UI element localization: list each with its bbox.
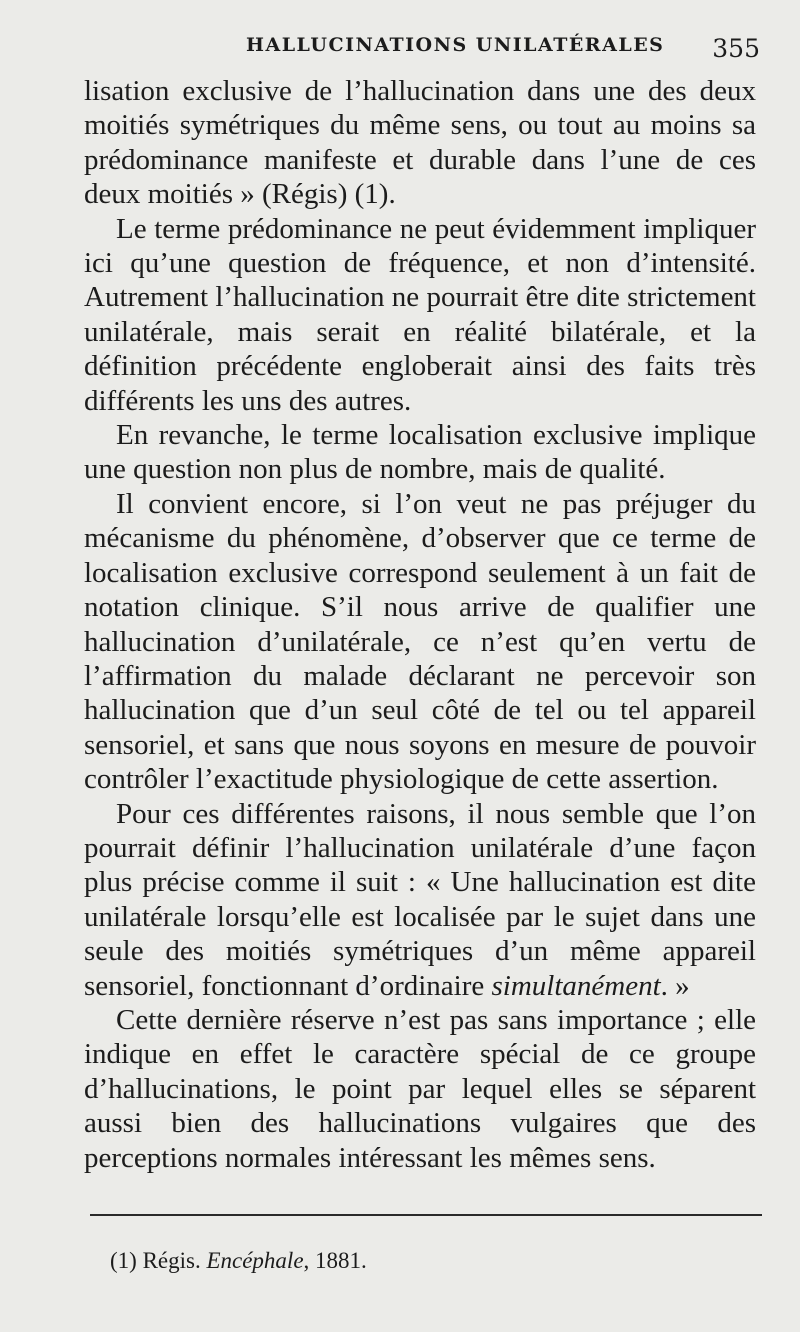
paragraph-text: Pour ces différentes raisons, il nous semble que l’on pourrait définir l’hallucination unilatérale d’une façon plus précise comme il suit : « Une hallucination est dite unilatérale lorsqu’elle est localisée par le sujet dans une seule des moitiés symétriques d’un même appareil sensoriel, fonctionnant d’ordinaire xyxy=(84,797,756,1002)
footnote-marker: (1) Régis. xyxy=(110,1248,201,1273)
italic-term: simultanément xyxy=(491,969,661,1002)
footnote xyxy=(110,1248,367,1274)
footnote-journal: Encéphale xyxy=(206,1248,304,1273)
footnote-rest: , 1881. xyxy=(303,1248,367,1273)
paragraph: Cette dernière réserve n’est pas sans importance ; elle indique en effet le caractère spécial de ce groupe d’hallucinations, le point par lequel elles se séparent aussi bien des hallucinations vulgaires que des perceptions normales intéressant les mêmes sens. xyxy=(84,1003,756,1174)
paragraph-continuation: lisation exclusive de l’hallucination dans une des deux moitiés symétriques du même sens, ou tout au moins sa prédominance manifeste et durable dans l’une de ces deux moitiés » (Régis) (1). xyxy=(84,75,756,211)
running-head xyxy=(0,34,800,64)
page-number: 355 xyxy=(712,34,760,63)
footnote-rule xyxy=(90,1214,762,1216)
paragraph-text-end: . » xyxy=(660,969,690,1002)
paragraph: Le terme prédominance ne peut évidemment impliquer ici qu’une question de fréquence, et non d’intensité. Autrement l’hallucination ne pourrait être dite strictement unilatérale, mais serait en réalité bilatérale, et la définition précédente engloberait ainsi des faits très différents les uns des autres. xyxy=(84,212,756,417)
paragraph: Il convient encore, si l’on veut ne pas préjuger du mécanisme du phénomène, d’observer que ce terme de localisation exclusive correspond seulement à un fait de notation clinique. S’il nous arrive de qualifier une hallucination d’unilatérale, ce n’est qu’en vertu de l’affirmation du malade déclarant ne percevoir son hallucination que d’un seul côté de tel ou tel appareil sensoriel, et sans que nous soyons en mesure de pouvoir contrôler l’exactitude physiologique de cette assertion. xyxy=(84,487,756,796)
running-head-title: HALLUCINATIONS UNILATÉRALES xyxy=(246,34,665,56)
body-text xyxy=(84,74,756,1175)
paragraph: En revanche, le terme localisation exclusive implique une question non plus de nombre, mais de qualité. xyxy=(84,419,756,486)
paragraph-definition xyxy=(84,797,756,1003)
